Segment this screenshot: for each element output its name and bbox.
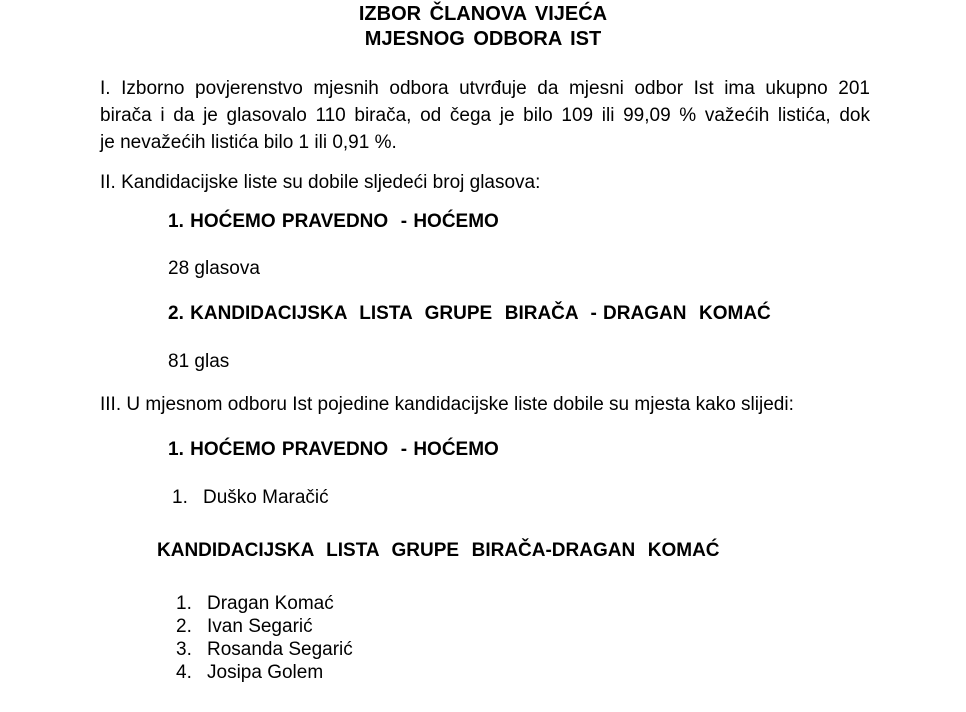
candidate-list-1-heading: 1. HOĆEMO PRAVEDNO - HOĆEMO: [168, 211, 499, 232]
document-title-line-1: IZBOR ČLANOVA VIJEĆA: [358, 3, 608, 25]
candidate-list-2-heading: 2. KANDIDACIJSKA LISTA GRUPE BIRAČA - DRAGAN KOMAĆ: [168, 303, 771, 324]
section-1-paragraph: [100, 75, 870, 156]
section-1-paragraph-line-3: je nevažećih listića bilo 1 ili 0,91 %.: [100, 132, 397, 153]
member-number: 1.: [172, 487, 188, 508]
member-name: Rosanda Segarić: [207, 639, 353, 660]
section-2-intro: II. Kandidacijske liste su dobile sljedeći broj glasova:: [100, 172, 541, 193]
elected-group-1-heading: 1. HOĆEMO PRAVEDNO - HOĆEMO: [168, 439, 499, 460]
section-3-intro: III. U mjesnom odboru Ist pojedine kandidacijske liste dobile su mjesta kako slijedi:: [100, 394, 794, 415]
candidate-list-2-votes: 81 glas: [168, 351, 230, 372]
member-name: Ivan Segarić: [207, 616, 313, 637]
member-row: [176, 592, 353, 615]
member-row: [172, 486, 329, 509]
member-number: 3.: [176, 639, 192, 660]
elected-group-1-members: [172, 486, 329, 509]
member-number: 4.: [176, 662, 192, 683]
candidate-list-1-votes: 28 glasova: [168, 258, 260, 279]
member-number: 2.: [176, 616, 192, 637]
member-number: 1.: [176, 593, 192, 614]
section-1-paragraph-line-1: I. Izborno povjerenstvo mjesnih odbora utvrđuje da mjesni odbor Ist ima ukupno 201: [100, 78, 870, 99]
elected-group-2-heading: KANDIDACIJSKA LISTA GRUPE BIRAČA-DRAGAN KOMAĆ: [157, 540, 720, 561]
member-row: [176, 661, 353, 684]
member-name: Josipa Golem: [207, 662, 324, 683]
member-name: Duško Maračić: [203, 487, 329, 508]
document-title-line-2: MJESNOG ODBORA IST: [364, 28, 602, 50]
document-title: [0, 2, 966, 52]
member-row: [176, 638, 353, 661]
section-1-paragraph-line-2: birača i da je glasovalo 110 birača, od čega je bilo 109 ili 99,09 % važećih listića, dok: [100, 105, 870, 126]
member-name: Dragan Komać: [207, 593, 334, 614]
elected-group-2-members: [176, 592, 353, 684]
member-row: [176, 615, 353, 638]
